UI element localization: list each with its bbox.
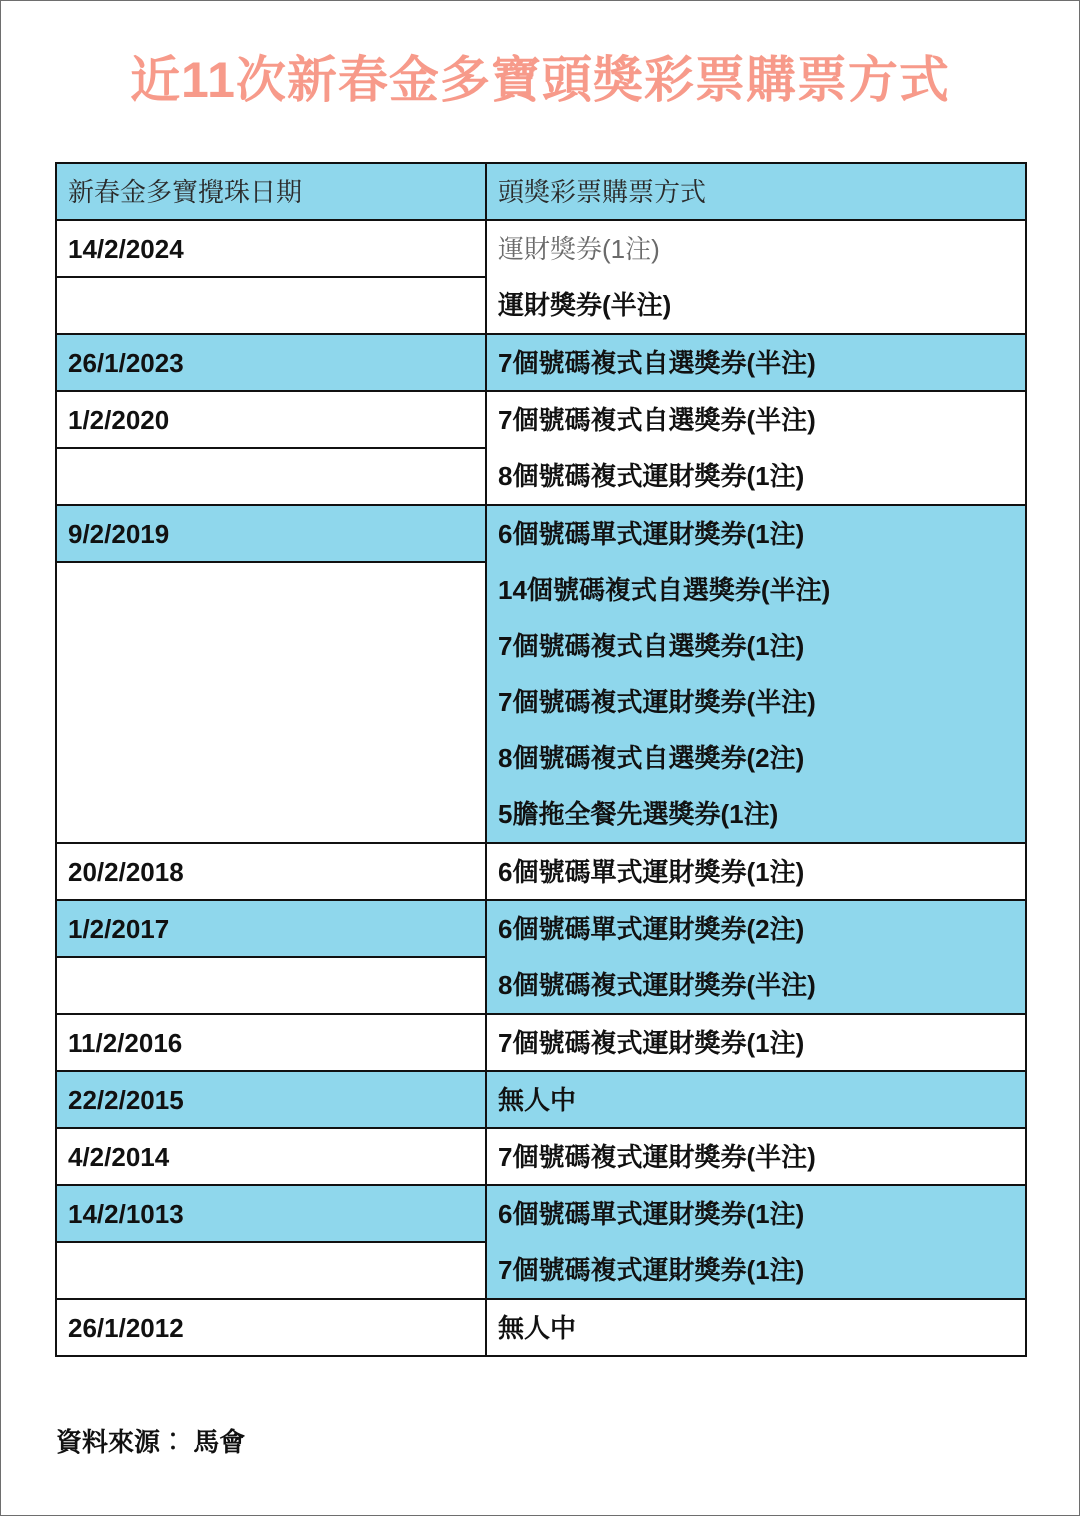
draw-date: 14/2/1013 [56, 1185, 486, 1242]
table-row [56, 1299, 1026, 1356]
page-title: 近11次新春金多寶頭獎彩票購票方式 [130, 52, 950, 108]
source-note: 資料來源︰ 馬會 [56, 1427, 246, 1457]
purchase-method: 7個號碼複式自選獎券(半注) [498, 405, 816, 435]
purchase-methods [486, 220, 1026, 334]
draw-date-empty [56, 957, 486, 1014]
draw-date-empty [56, 562, 486, 843]
header-date: 新春金多寶攪珠日期 [56, 163, 486, 220]
purchase-method: 6個號碼單式運財獎券(1注) [498, 519, 805, 549]
purchase-method: 運財獎券(1注) [498, 234, 660, 264]
draw-date-empty [56, 1242, 486, 1299]
purchase-method: 7個號碼複式運財獎券(半注) [498, 687, 816, 717]
purchase-method: 5膽拖全餐先選獎券(1注) [498, 799, 779, 829]
purchase-methods [486, 900, 1026, 1014]
purchase-method: 6個號碼單式運財獎券(1注) [498, 1199, 805, 1229]
table-row [56, 334, 1026, 391]
purchase-methods [486, 1014, 1026, 1071]
purchase-methods [486, 1071, 1026, 1128]
draw-date: 1/2/2020 [56, 391, 486, 448]
purchase-method: 運財獎券(半注) [498, 290, 672, 320]
purchase-method: 7個號碼複式自選獎券(半注) [498, 347, 816, 378]
purchase-method: 8個號碼複式自選獎券(2注) [498, 743, 805, 773]
draw-date: 4/2/2014 [56, 1128, 486, 1185]
purchase-methods [486, 1185, 1026, 1299]
purchase-method: 8個號碼複式運財獎券(半注) [498, 970, 816, 1000]
table-row [56, 1128, 1026, 1185]
results-table [55, 162, 1027, 1357]
table-header-row [56, 163, 1026, 220]
draw-date: 26/1/2012 [56, 1299, 486, 1356]
purchase-method: 7個號碼複式運財獎券(半注) [498, 1141, 816, 1172]
purchase-method: 6個號碼單式運財獎券(2注) [498, 914, 805, 944]
table-row [56, 843, 1026, 900]
purchase-method: 8個號碼複式運財獎券(1注) [498, 461, 805, 491]
purchase-methods [486, 334, 1026, 391]
draw-date-empty [56, 448, 486, 505]
draw-date: 26/1/2023 [56, 334, 486, 391]
table-row [56, 1185, 1026, 1242]
purchase-method: 7個號碼複式運財獎券(1注) [498, 1027, 805, 1058]
draw-date: 20/2/2018 [56, 843, 486, 900]
purchase-method: 14個號碼複式自選獎券(半注) [498, 575, 831, 605]
draw-date: 22/2/2015 [56, 1071, 486, 1128]
purchase-methods [486, 1128, 1026, 1185]
table-row [56, 900, 1026, 957]
draw-date-empty [56, 277, 486, 334]
header-method: 頭獎彩票購票方式 [486, 163, 1026, 220]
purchase-method: 7個號碼複式自選獎券(1注) [498, 631, 805, 661]
table-row [56, 1014, 1026, 1071]
purchase-method: 6個號碼單式運財獎券(1注) [498, 856, 805, 887]
purchase-methods [486, 843, 1026, 900]
purchase-method: 無人中 [498, 1084, 577, 1115]
draw-date: 11/2/2016 [56, 1014, 486, 1071]
draw-date: 9/2/2019 [56, 505, 486, 562]
table-row [56, 1071, 1026, 1128]
draw-date: 1/2/2017 [56, 900, 486, 957]
purchase-methods [486, 505, 1026, 843]
table-row [56, 391, 1026, 448]
purchase-methods [486, 391, 1026, 505]
draw-date: 14/2/2024 [56, 220, 486, 277]
table-row [56, 505, 1026, 562]
purchase-method: 無人中 [498, 1312, 577, 1343]
purchase-method: 7個號碼複式運財獎券(1注) [498, 1255, 805, 1285]
table-row [56, 220, 1026, 277]
purchase-methods [486, 1299, 1026, 1356]
